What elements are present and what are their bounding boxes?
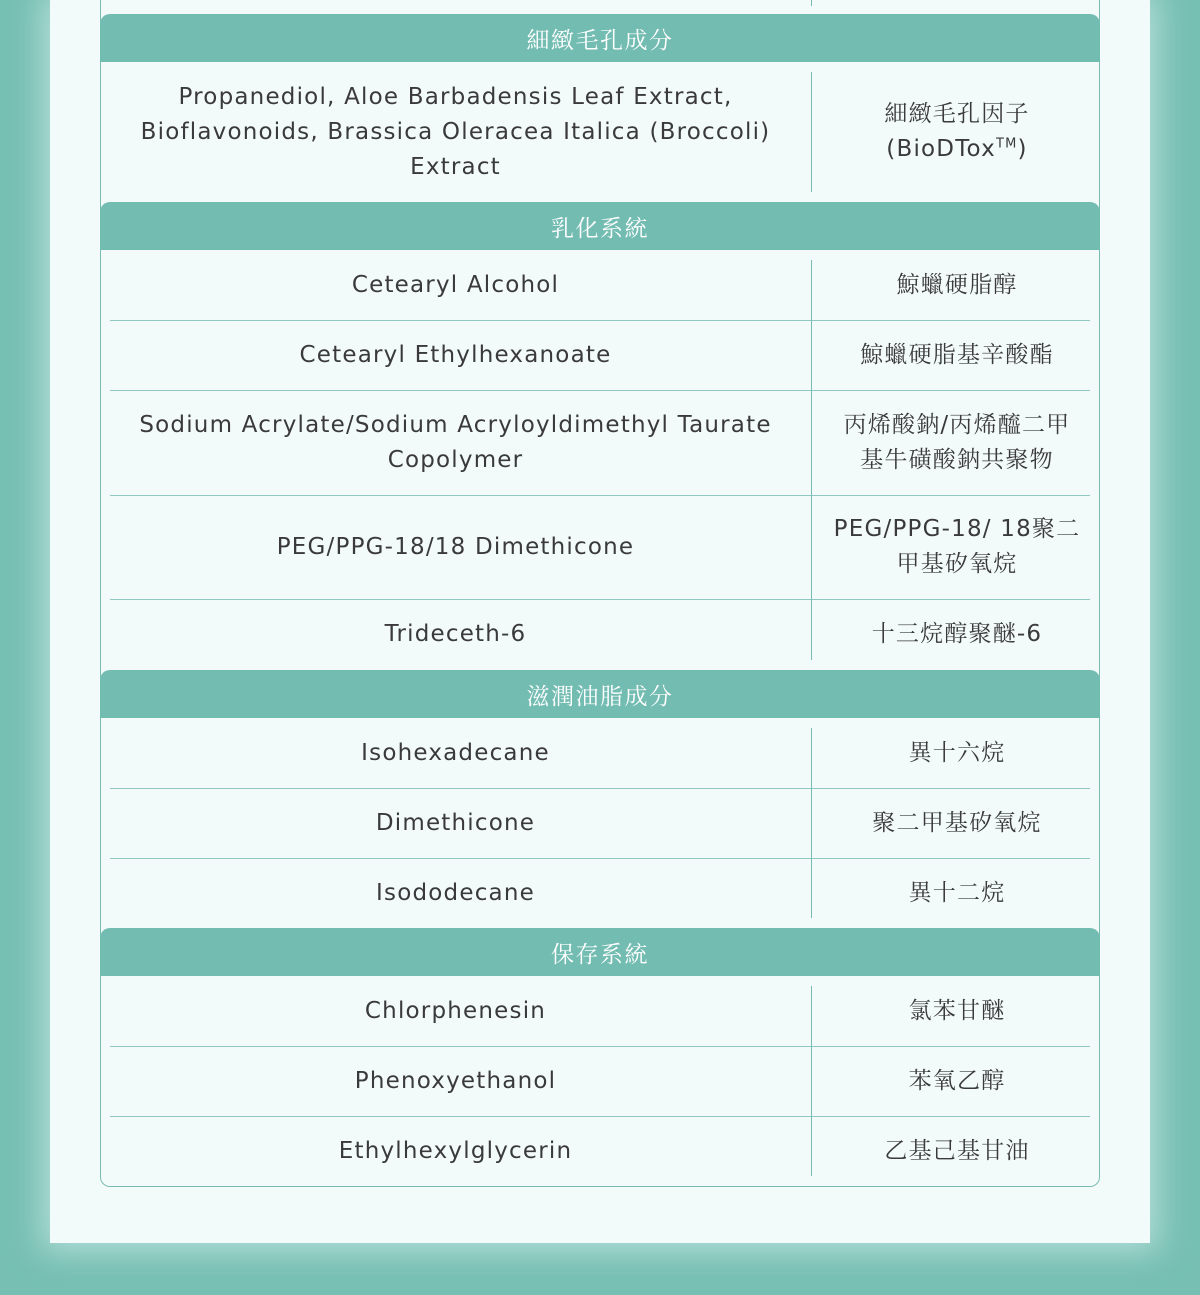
ingredient-chinese-name: 細緻毛孔因子 (BioDTox™) [884, 101, 1030, 162]
ingredient-chinese-name: 苯氧乙醇 [908, 1067, 1006, 1094]
table-row [100, 718, 1100, 788]
section-header-emulsifier-system [100, 202, 1100, 250]
section-header-pore-refining [100, 14, 1100, 62]
table-row [100, 495, 1100, 599]
ingredient-chinese-name: 丙烯酸鈉/丙烯醯二甲基牛磺酸鈉共聚物 [843, 411, 1071, 473]
ingredient-inci-name: Ethylhexylglycerin [338, 1137, 573, 1164]
table-row [100, 1046, 1100, 1116]
table-row [100, 858, 1100, 928]
ingredient-chinese-name: 鯨蠟硬脂醇 [896, 271, 1018, 298]
ingredient-inci-name: Sodium Acrylate/Sodium Acryloyldimethyl Taurate Copolymer [139, 411, 772, 473]
ingredient-chinese-name: 鯨蠟硬脂基辛酸酯 [860, 341, 1054, 368]
ingredient-inci-name: Trideceth-6 [384, 621, 527, 647]
ingredient-inci-name: Chlorphenesin [364, 997, 547, 1024]
table-row [100, 599, 1100, 670]
trademark-superscript: TM [995, 136, 1018, 152]
ingredient-inci-name: Isododecane [376, 879, 535, 906]
section-title: 乳化系統 [551, 215, 649, 242]
ingredient-chinese-name: 聚二甲基矽氧烷 [872, 809, 1042, 836]
table-row [100, 390, 1100, 495]
ingredient-chinese-name: 異十六烷 [908, 739, 1006, 766]
ingredient-inci-name: Propanediol, Aloe Barbadensis Leaf Extract, Bioflavonoids, Brassica Oleracea Italica (Broccoli) Extract [140, 83, 771, 180]
ingredient-inci-name: Isohexadecane [361, 739, 550, 766]
table-row [100, 320, 1100, 390]
section-header-moisturizing-oils [100, 670, 1100, 718]
section-header-preservative-system [100, 928, 1100, 976]
section-title: 保存系統 [551, 941, 649, 968]
table-row [100, 976, 1100, 1046]
ingredient-chinese-name: 十三烷醇聚醚-6 [871, 621, 1043, 647]
ingredient-inci-name: Dimethicone [375, 809, 536, 836]
section-title: 細緻毛孔成分 [526, 27, 674, 54]
section-title: 滋潤油脂成分 [526, 683, 674, 710]
table-row [100, 1116, 1100, 1186]
ingredient-chinese-name: 乙基己基甘油 [884, 1137, 1030, 1164]
ingredient-chinese-name: 異十二烷 [908, 879, 1006, 906]
table-row [100, 62, 1100, 202]
ingredient-inci-name: Phenoxyethanol [354, 1067, 557, 1094]
ingredient-chinese-name: PEG/PPG-18/ 18聚二甲基矽氧烷 [833, 516, 1081, 577]
column-divider-top [811, 0, 812, 6]
ingredient-inci-name: Cetearyl Ethylhexanoate [299, 341, 612, 368]
ingredient-inci-name: PEG/PPG-18/18 Dimethicone [276, 533, 635, 560]
table-row [100, 250, 1100, 320]
table-row [100, 788, 1100, 858]
ingredient-chinese-name: 氯苯甘醚 [908, 997, 1006, 1024]
ingredient-inci-name: Cetearyl Alcohol [351, 271, 560, 298]
